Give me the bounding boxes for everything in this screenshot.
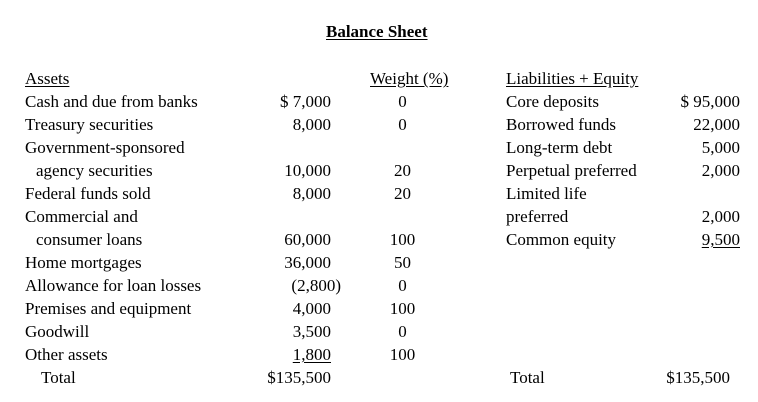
assets-total-label: Total — [41, 368, 76, 387]
asset-label: Goodwill — [25, 322, 90, 341]
assets-total-amount: $135,500 — [267, 368, 331, 387]
asset-amount: (2,800) — [291, 276, 341, 295]
liability-label: Limited life — [506, 184, 587, 203]
asset-label: agency securities — [36, 161, 153, 180]
liabilities-total-amount: $135,500 — [666, 368, 730, 387]
liability-label: Perpetual preferred — [506, 161, 637, 180]
asset-amount: 60,000 — [284, 230, 331, 249]
liability-amount: 5,000 — [701, 138, 740, 157]
asset-weight: 0 — [398, 322, 407, 341]
asset-label: Government-sponsored — [25, 138, 185, 157]
asset-label: Other assets — [25, 345, 108, 364]
asset-label: Home mortgages — [25, 253, 142, 272]
liability-label: Borrowed funds — [506, 115, 617, 134]
asset-weight: 0 — [398, 92, 407, 111]
asset-amount: 8,000 — [292, 115, 331, 134]
asset-weight: 0 — [398, 276, 407, 295]
liability-amount: 2,000 — [701, 161, 740, 180]
asset-label: Allowance for loan losses — [25, 276, 202, 295]
asset-amount: 4,000 — [292, 299, 331, 318]
asset-weight: 100 — [389, 345, 416, 364]
liabilities-header: Liabilities + Equity — [506, 69, 639, 88]
assets-header: Assets — [25, 69, 70, 88]
liability-amount: 9,500 — [701, 230, 740, 249]
asset-label: Federal funds sold — [25, 184, 151, 203]
liability-amount: 2,000 — [701, 207, 740, 226]
asset-weight: 100 — [389, 299, 416, 318]
asset-amount: 1,800 — [292, 345, 331, 364]
liability-amount: 22,000 — [693, 115, 740, 134]
liability-amount: $ 95,000 — [680, 92, 740, 111]
page-title: Balance Sheet — [326, 22, 428, 41]
liability-label: preferred — [506, 207, 569, 226]
asset-amount: 36,000 — [284, 253, 331, 272]
asset-amount: $ 7,000 — [280, 92, 331, 111]
asset-label: Cash and due from banks — [25, 92, 198, 111]
asset-weight: 0 — [398, 115, 407, 134]
asset-label: Commercial and — [25, 207, 138, 226]
asset-amount: 8,000 — [292, 184, 331, 203]
liability-label: Core deposits — [506, 92, 600, 111]
liability-label: Long-term debt — [506, 138, 613, 157]
asset-amount: 10,000 — [284, 161, 331, 180]
asset-weight: 20 — [394, 161, 411, 180]
weight-header: Weight (%) — [370, 69, 449, 88]
asset-amount: 3,500 — [292, 322, 331, 341]
asset-weight: 20 — [394, 184, 411, 203]
asset-weight: 100 — [389, 230, 416, 249]
asset-label: Treasury securities — [25, 115, 154, 134]
liability-label: Common equity — [506, 230, 617, 249]
liabilities-total-label: Total — [510, 368, 545, 387]
asset-label: consumer loans — [36, 230, 143, 249]
asset-label: Premises and equipment — [25, 299, 192, 318]
asset-weight: 50 — [394, 253, 411, 272]
